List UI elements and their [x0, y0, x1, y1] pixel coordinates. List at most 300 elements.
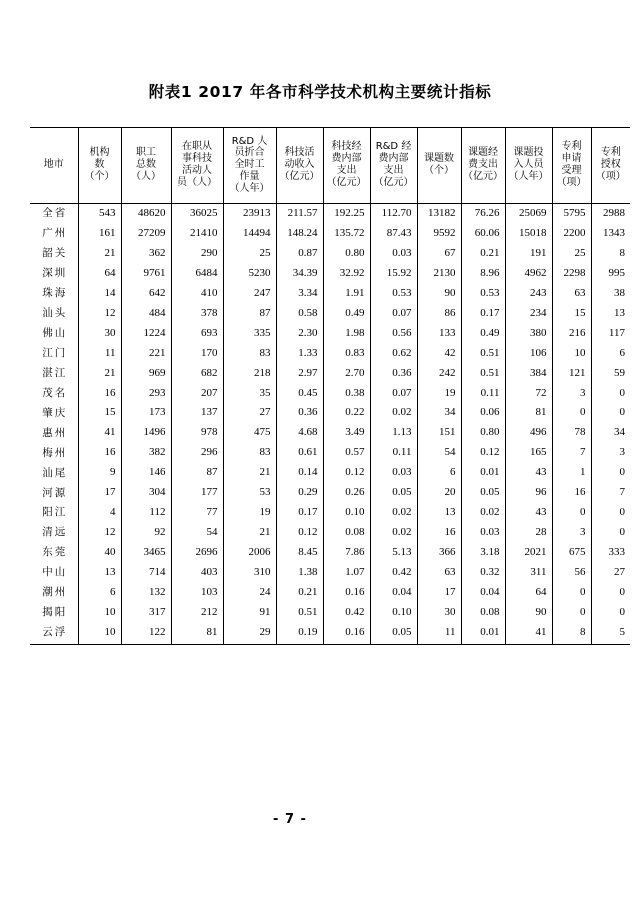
cell-projects: 63 [417, 563, 461, 583]
cell-staff_total: 27209 [121, 224, 171, 244]
cell-patent_grant: 27 [591, 563, 630, 583]
column-header-line: （个） [424, 165, 454, 176]
cell-projects: 34 [417, 403, 461, 423]
cell-patent_apply: 216 [552, 324, 591, 344]
cell-st_income: 0.19 [276, 623, 323, 644]
cell-st_personnel: 137 [171, 403, 223, 423]
cell-st_income: 0.14 [276, 463, 323, 483]
cell-institutions: 543 [78, 204, 121, 224]
cell-st_internal_exp: 0.16 [323, 583, 370, 603]
cell-patent_grant: 995 [591, 264, 630, 284]
cell-patent_apply: 121 [552, 364, 591, 384]
cell-st_personnel: 212 [171, 603, 223, 623]
table-row [30, 304, 630, 324]
column-header-st_internal_exp [323, 128, 370, 204]
cell-patent_apply: 1 [552, 463, 591, 483]
cell-projects: 30 [417, 603, 461, 623]
cell-staff_total: 714 [121, 563, 171, 583]
column-header-line: （项） [595, 170, 626, 182]
cell-rd_internal_exp: 0.53 [370, 284, 417, 304]
cell-st_personnel: 693 [171, 324, 223, 344]
cell-patent_grant: 333 [591, 543, 630, 563]
page-number: - 7 - [273, 812, 307, 827]
table-row [30, 443, 630, 463]
column-header-line: （亿元） [279, 170, 320, 182]
cell-city: 深圳 [42, 267, 68, 280]
cell-rd_fte: 83 [223, 443, 276, 463]
cell-city: 广州 [42, 227, 68, 240]
cell-city: 清远 [42, 526, 68, 539]
cell-project_people: 72 [505, 383, 552, 403]
cell-project_people: 96 [505, 483, 552, 503]
cell-projects: 20 [417, 483, 461, 503]
cell-rd_fte: 21 [223, 523, 276, 543]
cell-project_people: 28 [505, 523, 552, 543]
cell-institutions: 21 [78, 364, 121, 384]
cell-patent_apply: 0 [552, 583, 591, 603]
table-row [30, 244, 630, 264]
cell-projects: 13182 [417, 204, 461, 224]
cell-patent_apply: 8 [552, 623, 591, 644]
table-row [30, 324, 630, 344]
column-header-line: 支出 [383, 165, 404, 176]
column-header-line: 员（人） [177, 176, 217, 188]
cell-project_exp: 60.06 [461, 224, 505, 244]
cell-project_exp: 0.06 [461, 403, 505, 423]
cell-patent_apply: 16 [552, 483, 591, 503]
cell-city: 阳江 [42, 506, 68, 519]
cell-city: 韶关 [42, 247, 68, 260]
column-header-projects [417, 128, 461, 204]
table-body [30, 204, 630, 645]
cell-patent_grant: 5 [591, 623, 630, 644]
cell-rd_internal_exp: 0.03 [370, 244, 417, 264]
cell-project_exp: 0.12 [461, 443, 505, 463]
cell-city: 湛江 [42, 366, 68, 379]
cell-staff_total: 969 [121, 364, 171, 384]
cell-city: 河源 [42, 486, 68, 499]
cell-city: 惠州 [42, 426, 68, 439]
table-row [30, 383, 630, 403]
column-header-line: 科技活 [284, 147, 315, 159]
cell-rd_internal_exp: 0.03 [370, 463, 417, 483]
cell-st_personnel: 378 [171, 304, 223, 324]
cell-st_internal_exp: 0.83 [323, 344, 370, 364]
column-header-line: 全时工 [234, 159, 265, 171]
cell-st_internal_exp: 0.80 [323, 244, 370, 264]
column-header-line: R&D 经 [375, 141, 412, 153]
cell-project_people: 15018 [505, 224, 552, 244]
cell-rd_fte: 83 [223, 344, 276, 364]
cell-institutions: 15 [78, 403, 121, 423]
cell-rd_fte: 218 [223, 364, 276, 384]
cell-rd_fte: 87 [223, 304, 276, 324]
cell-staff_total: 484 [121, 304, 171, 324]
cell-patent_grant: 0 [591, 583, 630, 603]
cell-project_exp: 8.96 [461, 264, 505, 284]
column-header-line: （亿元） [463, 170, 503, 182]
table-row [30, 224, 630, 244]
cell-projects: 242 [417, 364, 461, 384]
cell-patent_apply: 10 [552, 344, 591, 364]
column-header-staff_total [121, 128, 171, 204]
column-header-st_income [276, 128, 323, 204]
table-row [30, 523, 630, 543]
cell-st_personnel: 2696 [171, 543, 223, 563]
cell-patent_apply: 0 [552, 403, 591, 423]
cell-city: 中山 [42, 566, 68, 579]
column-header-line: 费支出 [468, 159, 498, 171]
cell-rd_internal_exp: 0.02 [370, 403, 417, 423]
cell-st_income: 34.39 [276, 264, 323, 284]
cell-st_internal_exp: 1.07 [323, 563, 370, 583]
cell-st_income: 0.12 [276, 523, 323, 543]
cell-project_people: 43 [505, 463, 552, 483]
table-row [30, 403, 630, 423]
cell-institutions: 30 [78, 324, 121, 344]
cell-projects: 42 [417, 344, 461, 364]
cell-project_people: 106 [505, 344, 552, 364]
cell-city: 江门 [42, 346, 68, 359]
cell-staff_total: 173 [121, 403, 171, 423]
cell-city: 潮州 [42, 586, 68, 599]
column-header-line: 事科技 [182, 153, 212, 165]
cell-staff_total: 92 [121, 523, 171, 543]
cell-project_people: 2021 [505, 543, 552, 563]
column-header-line: （人） [131, 170, 161, 182]
cell-project_people: 4962 [505, 264, 552, 284]
cell-project_people: 25069 [505, 204, 552, 224]
cell-project_exp: 0.02 [461, 503, 505, 523]
cell-patent_apply: 15 [552, 304, 591, 324]
cell-st_income: 0.87 [276, 244, 323, 264]
cell-st_personnel: 36025 [171, 204, 223, 224]
cell-project_people: 191 [505, 244, 552, 264]
cell-rd_internal_exp: 0.36 [370, 364, 417, 384]
cell-st_internal_exp: 0.16 [323, 623, 370, 644]
cell-project_people: 64 [505, 583, 552, 603]
cell-rd_fte: 475 [223, 423, 276, 443]
cell-st_personnel: 103 [171, 583, 223, 603]
column-header-patent_apply [552, 128, 591, 204]
cell-project_people: 41 [505, 623, 552, 644]
cell-st_internal_exp: 1.98 [323, 324, 370, 344]
cell-institutions: 9 [78, 463, 121, 483]
cell-rd_fte: 5230 [223, 264, 276, 284]
page-title: 附表1 2017 年各市科学技术机构主要统计指标 [148, 83, 492, 101]
cell-project_exp: 0.80 [461, 423, 505, 443]
column-header-city [30, 128, 78, 204]
column-header-line: （亿元） [326, 176, 367, 188]
cell-city: 珠海 [42, 287, 68, 300]
table-row [30, 503, 630, 523]
column-header-line: 课题经 [468, 147, 498, 159]
cell-patent_grant: 7 [591, 483, 630, 503]
column-header-line: （亿元） [373, 176, 414, 188]
cell-st_internal_exp: 1.91 [323, 284, 370, 304]
column-header-line: 动收入 [284, 159, 315, 171]
cell-st_personnel: 410 [171, 284, 223, 304]
table-row [30, 583, 630, 603]
cell-rd_internal_exp: 0.56 [370, 324, 417, 344]
cell-city: 全省 [42, 207, 68, 220]
cell-staff_total: 9761 [121, 264, 171, 284]
column-header-rd_internal_exp [370, 128, 417, 204]
cell-staff_total: 122 [121, 623, 171, 644]
cell-patent_apply: 56 [552, 563, 591, 583]
column-header-line: 费内部 [331, 153, 362, 165]
column-header-line: （人年） [508, 170, 549, 182]
cell-st_income: 1.38 [276, 563, 323, 583]
cell-st_income: 211.57 [276, 204, 323, 224]
cell-patent_grant: 0 [591, 503, 630, 523]
cell-projects: 11 [417, 623, 461, 644]
cell-st_internal_exp: 0.26 [323, 483, 370, 503]
cell-project_people: 384 [505, 364, 552, 384]
cell-st_personnel: 6484 [171, 264, 223, 284]
table-row [30, 264, 630, 284]
cell-patent_grant: 2988 [591, 204, 630, 224]
cell-patent_grant: 8 [591, 244, 630, 264]
statistics-table [30, 127, 630, 645]
cell-rd_internal_exp: 87.43 [370, 224, 417, 244]
cell-patent_apply: 7 [552, 443, 591, 463]
cell-patent_apply: 63 [552, 284, 591, 304]
cell-st_personnel: 81 [171, 623, 223, 644]
cell-projects: 16 [417, 523, 461, 543]
cell-rd_internal_exp: 112.70 [370, 204, 417, 224]
cell-project_exp: 0.08 [461, 603, 505, 623]
cell-patent_apply: 2298 [552, 264, 591, 284]
cell-institutions: 4 [78, 503, 121, 523]
cell-st_internal_exp: 0.10 [323, 503, 370, 523]
cell-rd_fte: 21 [223, 463, 276, 483]
cell-patent_grant: 1343 [591, 224, 630, 244]
cell-institutions: 17 [78, 483, 121, 503]
cell-st_internal_exp: 192.25 [323, 204, 370, 224]
cell-projects: 2130 [417, 264, 461, 284]
cell-staff_total: 362 [121, 244, 171, 264]
cell-project_exp: 3.18 [461, 543, 505, 563]
cell-institutions: 11 [78, 344, 121, 364]
column-header-line: 课题数 [424, 153, 454, 165]
cell-staff_total: 642 [121, 284, 171, 304]
cell-st_income: 0.17 [276, 503, 323, 523]
table-row [30, 623, 630, 644]
cell-staff_total: 3465 [121, 543, 171, 563]
cell-rd_fte: 29 [223, 623, 276, 644]
cell-city: 东莞 [42, 546, 68, 559]
cell-project_exp: 0.11 [461, 383, 505, 403]
cell-patent_grant: 13 [591, 304, 630, 324]
cell-patent_apply: 3 [552, 383, 591, 403]
cell-institutions: 21 [78, 244, 121, 264]
cell-rd_fte: 35 [223, 383, 276, 403]
cell-city: 佛山 [42, 327, 68, 340]
cell-projects: 9592 [417, 224, 461, 244]
table-row [30, 344, 630, 364]
cell-st_personnel: 978 [171, 423, 223, 443]
cell-institutions: 12 [78, 304, 121, 324]
column-header-line: 受理 [561, 165, 582, 176]
cell-patent_grant: 59 [591, 364, 630, 384]
column-header-project_people [505, 128, 552, 204]
cell-patent_grant: 0 [591, 523, 630, 543]
cell-patent_apply: 3 [552, 523, 591, 543]
cell-patent_apply: 25 [552, 244, 591, 264]
cell-st_income: 0.36 [276, 403, 323, 423]
cell-st_internal_exp: 7.86 [323, 543, 370, 563]
cell-rd_internal_exp: 15.92 [370, 264, 417, 284]
column-header-line: 授权 [600, 159, 621, 171]
column-header-line: 专利 [600, 147, 621, 159]
column-header-project_exp [461, 128, 505, 204]
cell-rd_fte: 19 [223, 503, 276, 523]
cell-patent_grant: 0 [591, 603, 630, 623]
cell-rd_internal_exp: 0.07 [370, 383, 417, 403]
cell-rd_fte: 2006 [223, 543, 276, 563]
cell-st_internal_exp: 32.92 [323, 264, 370, 284]
table-row [30, 603, 630, 623]
cell-projects: 54 [417, 443, 461, 463]
cell-projects: 6 [417, 463, 461, 483]
cell-project_people: 165 [505, 443, 552, 463]
table-row [30, 364, 630, 384]
cell-project_exp: 0.32 [461, 563, 505, 583]
cell-staff_total: 221 [121, 344, 171, 364]
cell-project_exp: 0.03 [461, 523, 505, 543]
cell-st_income: 2.30 [276, 324, 323, 344]
cell-patent_grant: 3 [591, 443, 630, 463]
cell-st_income: 2.97 [276, 364, 323, 384]
table-row [30, 204, 630, 224]
column-header-line: 总数 [136, 159, 156, 171]
column-header-line: 申请 [561, 153, 582, 165]
cell-rd_fte: 25 [223, 244, 276, 264]
cell-project_exp: 0.05 [461, 483, 505, 503]
cell-st_income: 3.34 [276, 284, 323, 304]
column-header-line: （人年） [229, 182, 270, 194]
cell-rd_fte: 247 [223, 284, 276, 304]
cell-patent_apply: 5795 [552, 204, 591, 224]
cell-city: 汕头 [42, 307, 68, 320]
cell-patent_apply: 0 [552, 603, 591, 623]
column-header-line: 数 [94, 159, 105, 171]
table-row [30, 463, 630, 483]
cell-st_income: 4.68 [276, 423, 323, 443]
cell-institutions: 12 [78, 523, 121, 543]
column-header-line: 费内部 [378, 153, 409, 165]
cell-st_personnel: 77 [171, 503, 223, 523]
cell-st_internal_exp: 2.70 [323, 364, 370, 384]
cell-project_exp: 0.01 [461, 623, 505, 644]
column-header-line: R&D 人 [231, 135, 268, 147]
cell-institutions: 14 [78, 284, 121, 304]
cell-st_personnel: 207 [171, 383, 223, 403]
column-header-institutions [78, 128, 121, 204]
cell-projects: 366 [417, 543, 461, 563]
cell-st_personnel: 290 [171, 244, 223, 264]
cell-st_internal_exp: 135.72 [323, 224, 370, 244]
cell-projects: 151 [417, 423, 461, 443]
cell-st_income: 0.61 [276, 443, 323, 463]
cell-st_personnel: 170 [171, 344, 223, 364]
cell-st_internal_exp: 0.38 [323, 383, 370, 403]
cell-st_personnel: 177 [171, 483, 223, 503]
table-header [30, 128, 630, 204]
cell-rd_internal_exp: 0.04 [370, 583, 417, 603]
cell-project_exp: 0.51 [461, 364, 505, 384]
cell-st_internal_exp: 0.08 [323, 523, 370, 543]
cell-city: 肇庆 [42, 406, 68, 419]
cell-rd_internal_exp: 0.05 [370, 483, 417, 503]
cell-staff_total: 304 [121, 483, 171, 503]
cell-project_exp: 76.26 [461, 204, 505, 224]
column-header-line: 专利 [561, 141, 582, 153]
cell-staff_total: 382 [121, 443, 171, 463]
cell-projects: 19 [417, 383, 461, 403]
cell-rd_fte: 335 [223, 324, 276, 344]
statistics-table-container [30, 127, 626, 645]
column-header-line: 职工 [136, 147, 156, 159]
cell-projects: 90 [417, 284, 461, 304]
column-header-line: 活动人 [182, 165, 212, 176]
cell-institutions: 40 [78, 543, 121, 563]
cell-rd_internal_exp: 0.42 [370, 563, 417, 583]
cell-st_internal_exp: 0.12 [323, 463, 370, 483]
column-header-line: （个） [84, 170, 115, 182]
cell-staff_total: 317 [121, 603, 171, 623]
cell-city: 梅州 [42, 446, 68, 459]
cell-city: 茂名 [42, 386, 68, 399]
cell-rd_fte: 14494 [223, 224, 276, 244]
column-header-line: （项） [556, 176, 587, 188]
cell-patent_apply: 78 [552, 423, 591, 443]
cell-rd_internal_exp: 0.62 [370, 344, 417, 364]
cell-patent_grant: 0 [591, 403, 630, 423]
table-row [30, 284, 630, 304]
cell-st_income: 1.33 [276, 344, 323, 364]
cell-st_income: 0.58 [276, 304, 323, 324]
cell-projects: 133 [417, 324, 461, 344]
cell-institutions: 6 [78, 583, 121, 603]
cell-project_exp: 0.21 [461, 244, 505, 264]
cell-city: 云浮 [30, 623, 78, 644]
table-header-row [30, 128, 630, 204]
column-header-line: 作量 [239, 170, 260, 182]
cell-patent_grant: 6 [591, 344, 630, 364]
cell-rd_internal_exp: 0.11 [370, 443, 417, 463]
cell-project_people: 234 [505, 304, 552, 324]
cell-project_exp: 0.17 [461, 304, 505, 324]
cell-st_personnel: 21410 [171, 224, 223, 244]
cell-rd_fte: 27 [223, 403, 276, 423]
column-header-line: 支出 [336, 165, 357, 176]
column-header-line: 员折合 [234, 147, 265, 159]
cell-projects: 67 [417, 244, 461, 264]
cell-patent_grant: 38 [591, 284, 630, 304]
cell-rd_internal_exp: 1.13 [370, 423, 417, 443]
column-header-patent_grant [591, 128, 630, 204]
cell-city: 揭阳 [42, 606, 68, 619]
cell-staff_total: 293 [121, 383, 171, 403]
cell-rd_internal_exp: 0.07 [370, 304, 417, 324]
cell-project_exp: 0.51 [461, 344, 505, 364]
cell-institutions: 16 [78, 443, 121, 463]
cell-st_internal_exp: 0.49 [323, 304, 370, 324]
cell-projects: 13 [417, 503, 461, 523]
column-header-st_personnel [171, 128, 223, 204]
